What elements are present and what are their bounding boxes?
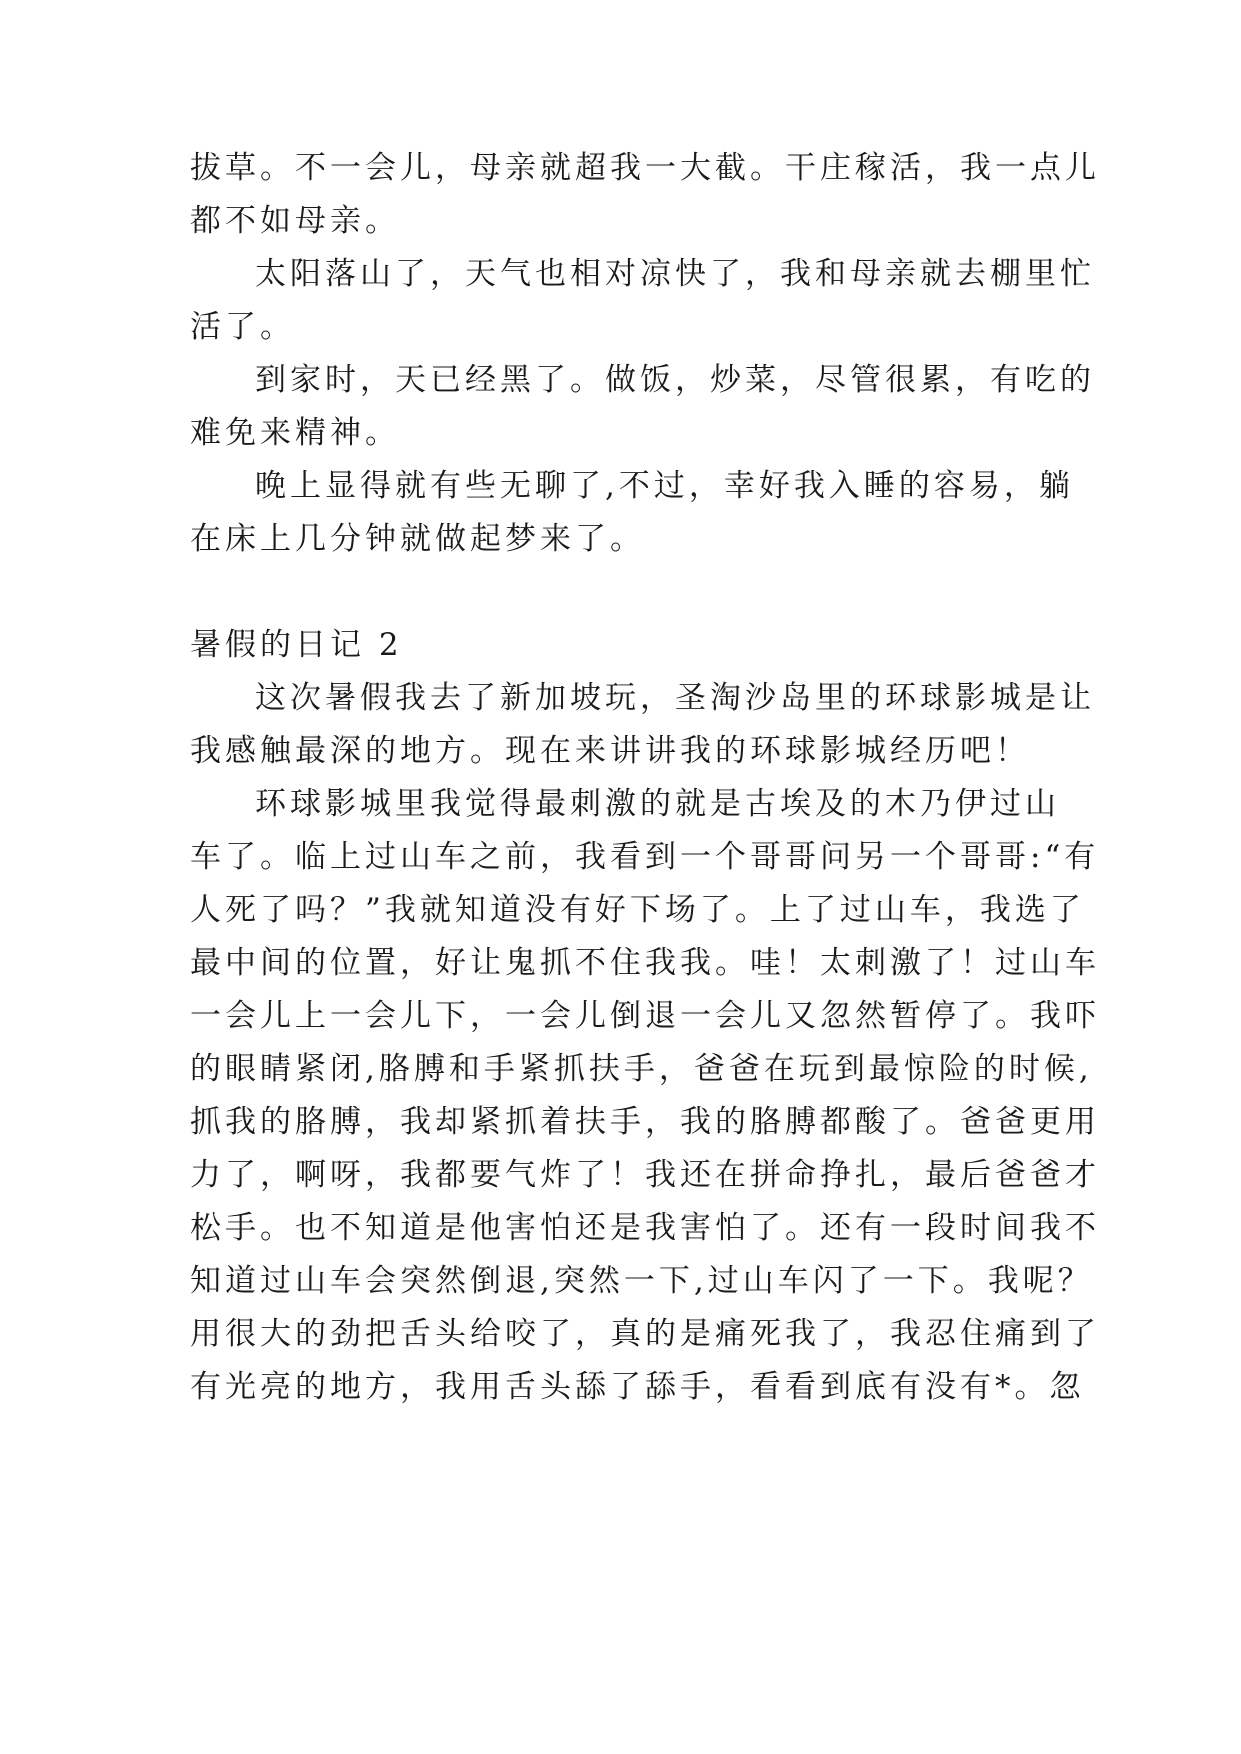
- paragraph-line: 一会儿上一会儿下，一会儿倒退一会儿又忽然暂停了。我吓: [190, 998, 1100, 1034]
- paragraph-line: 松手。也不知道是他害怕还是我害怕了。还有一段时间我不: [190, 1210, 1100, 1246]
- paragraph-line: 力了，啊呀，我都要气炸了！我还在拼命挣扎，最后爸爸才: [190, 1157, 1100, 1193]
- paragraph-line: 活了。: [190, 309, 295, 345]
- paragraph-line: 人死了吗？”我就知道没有好下场了。上了过山车，我选了: [190, 892, 1085, 928]
- paragraph-line: 知道过山车会突然倒退,突然一下,过山车闪了一下。我呢？: [190, 1263, 1093, 1299]
- paragraph-line: 我感触最深的地方。现在来讲讲我的环球影城经历吧！: [190, 733, 1030, 769]
- paragraph-line: 这次暑假我去了新加坡玩，圣淘沙岛里的环球影城是让: [255, 680, 1095, 716]
- paragraph-line: 的眼睛紧闭,胳膊和手紧抓扶手，爸爸在玩到最惊险的时候,: [190, 1051, 1093, 1087]
- paragraph-line: 车了。临上过山车之前，我看到一个哥哥问另一个哥哥:“有: [190, 839, 1100, 875]
- paragraph-line: 到家时，天已经黑了。做饭，炒菜，尽管很累，有吃的: [255, 362, 1095, 398]
- paragraph-line: 抓我的胳膊，我却紧抓着扶手，我的胳膊都酸了。爸爸更用: [190, 1104, 1100, 1140]
- paragraph-line: 最中间的位置，好让鬼抓不住我我。哇！太刺激了！过山车: [190, 945, 1100, 981]
- section-heading: 暑假的日记 2: [190, 627, 403, 663]
- paragraph-line: 晚上显得就有些无聊了,不过，幸好我入睡的容易，躺: [255, 468, 1074, 504]
- paragraph-line: 难免来精神。: [190, 415, 400, 451]
- paragraph-line: 太阳落山了，天气也相对凉快了，我和母亲就去棚里忙: [255, 256, 1095, 292]
- paragraph-line: 用很大的劲把舌头给咬了，真的是痛死我了，我忍住痛到了: [190, 1316, 1100, 1352]
- paragraph-line: 在床上几分钟就做起梦来了。: [190, 521, 645, 557]
- paragraph-line: 都不如母亲。: [190, 203, 400, 239]
- paragraph-line: 环球影城里我觉得最刺激的就是古埃及的木乃伊过山: [255, 786, 1060, 822]
- paragraph-line: 拔草。不一会儿，母亲就超我一大截。干庄稼活，我一点儿: [190, 150, 1100, 186]
- paragraph-line: 有光亮的地方，我用舌头舔了舔手，看看到底有没有*。忽: [190, 1369, 1085, 1405]
